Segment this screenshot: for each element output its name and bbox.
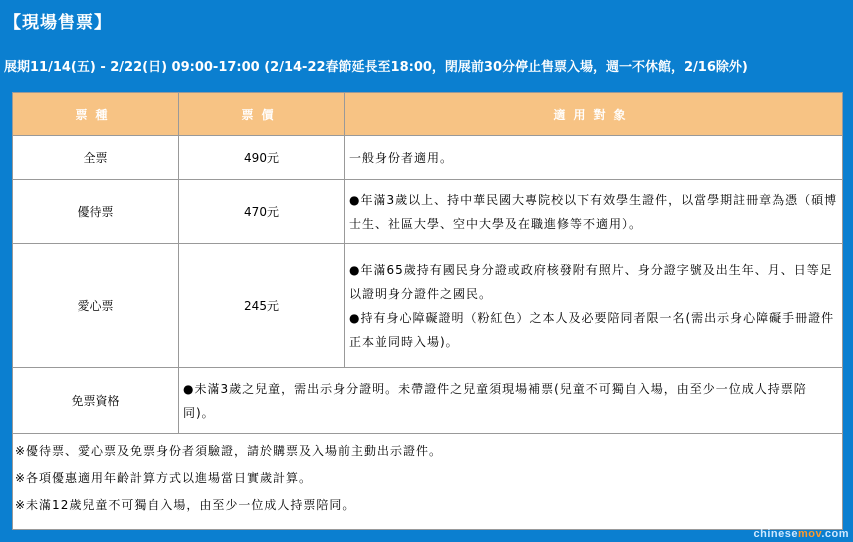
section-title: 【現場售票】 [4,13,112,33]
ticket-eligibility: 一般身份者適用。 [345,136,843,180]
table-header-row [13,93,843,136]
table-row [13,136,843,180]
eligibility-item: ●持有身心障礙證明（粉紅色）之本人及必要陪同者限一名(需出示身心障礙手冊證件正本並同時入場)。 [349,310,835,349]
ticket-price: 490元 [179,136,345,180]
header-eligibility: 適用對象 [345,93,843,136]
free-admission-desc: ●未滿3歲之兒童，需出示身分證明。未帶證件之兒童須現場補票(兒童不可獨自入場，由至少一位成人持票陪同)。 [179,368,843,434]
header-price: 票價 [179,93,345,136]
site-watermark-logo: chinesemov.com [753,528,849,540]
ticket-eligibility: ●年滿3歲以上、持中華民國大專院校以下有效學生證件，以當學期註冊章為憑（碩博士生、社區大學、空中大學及在職進修等不適用）。 [345,180,843,244]
notes-cell [13,434,843,530]
ticket-name: 全票 [13,136,179,180]
ticket-name: 優待票 [13,180,179,244]
notes-row [13,434,843,530]
ticket-price: 245元 [179,244,345,368]
table-row [13,180,843,244]
header-ticket-type: 票種 [13,93,179,136]
note-item: ※優待票、愛心票及免票身份者須驗證，請於購票及入場前主動出示證件。 [15,444,443,458]
note-item: ※未滿12歲兒童不可獨自入場，由至少一位成人持票陪同。 [15,498,356,512]
table-row [13,244,843,368]
note-item: ※各項優惠適用年齡計算方式以進場當日實歲計算。 [15,471,313,485]
ticket-price: 470元 [179,180,345,244]
table-row [13,368,843,434]
exhibition-schedule: 展期11/14(五) - 2/22(日) 09:00-17:00 (2/14-22春節延長至18:00，閉展前30分停止售票入場，週一不休館，2/16除外) [4,60,748,75]
eligibility-item: ●年滿65歲持有國民身分證或政府核發附有照片、身分證字號及出生年、月、日等足以證明身分證件之國民。 [349,262,833,301]
ticket-name: 愛心票 [13,244,179,368]
free-admission-label: 免票資格 [13,368,179,434]
ticket-table [12,92,843,530]
ticket-eligibility [345,244,843,368]
